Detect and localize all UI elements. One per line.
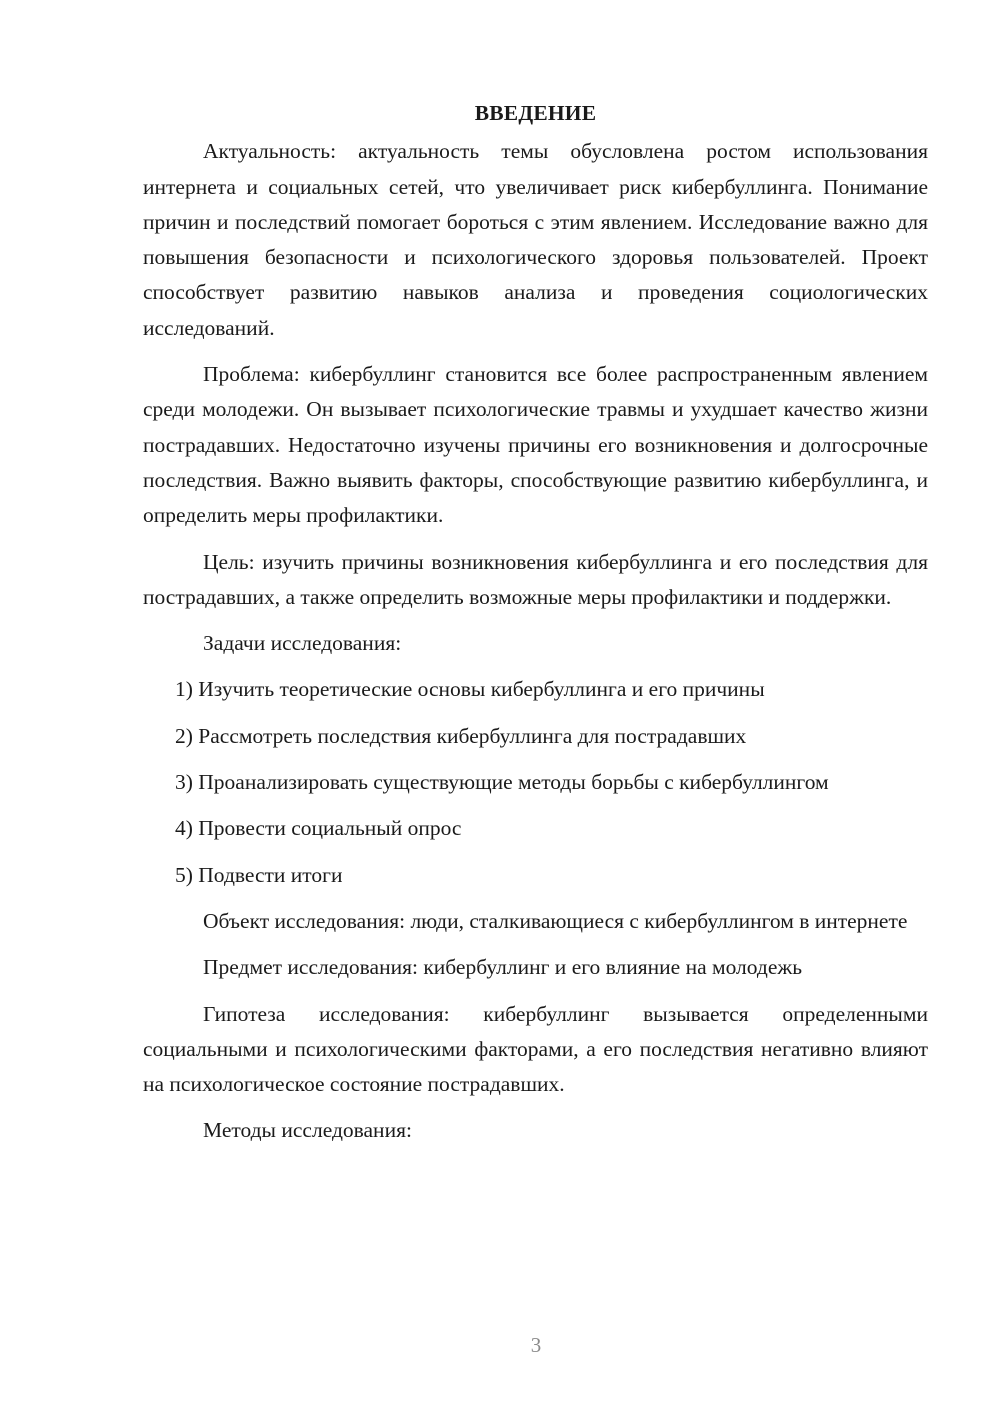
methods-heading: Методы исследования: — [203, 1118, 412, 1143]
task-item: 5) Подвести итоги — [175, 862, 343, 887]
goal-paragraph: Цель: изучить причины возникновения кибербуллинга и его последствия для пострадавших, а также определить возможные меры профилактики и поддержки. — [143, 549, 928, 609]
object-paragraph: Объект исследования: люди, сталкивающиеся с кибербуллингом в интернете — [203, 908, 908, 933]
page-number: 3 — [530, 1333, 542, 1357]
relevance-paragraph: Актуальность: актуальность темы обусловлена ростом использования интернета и социальных сетей, что увеличивает риск кибербуллинга. Понимание причин и последствий помогает бороться с этим явлением. Исследование важно для повышения безопасности и психологического здоровья пользователей. Проект способствует развитию навыков анализа и проведения социологических исследований. — [143, 139, 928, 340]
task-item: 3) Проанализировать существующие методы борьбы с кибербуллингом — [175, 770, 829, 795]
page-content — [143, 96, 928, 1160]
task-item: 1) Изучить теоретические основы кибербуллинга и его причины — [175, 677, 765, 702]
subject-paragraph: Предмет исследования: кибербуллинг и его влияние на молодежь — [203, 955, 803, 980]
task-item: 4) Провести социальный опрос — [175, 816, 462, 841]
hypothesis-paragraph: Гипотеза исследования: кибербуллинг вызывается определенными социальными и психологическими факторами, а его последствия негативно влияют на психологическое состояние пострадавших. — [143, 1001, 928, 1097]
task-item: 2) Рассмотреть последствия кибербуллинга для пострадавших — [175, 723, 747, 748]
problem-paragraph: Проблема: кибербуллинг становится все более распространенным явлением среди молодежи. Он вызывает психологические травмы и ухудшает качество жизни пострадавших. Недостаточно изучены причины его возникновения и долгосрочные последствия. Важно выявить факторы, способствующие развитию кибербуллинга, и определить меры профилактики. — [143, 362, 928, 528]
section-title: ВВЕДЕНИЕ — [474, 101, 597, 125]
tasks-heading: Задачи исследования: — [203, 631, 402, 656]
